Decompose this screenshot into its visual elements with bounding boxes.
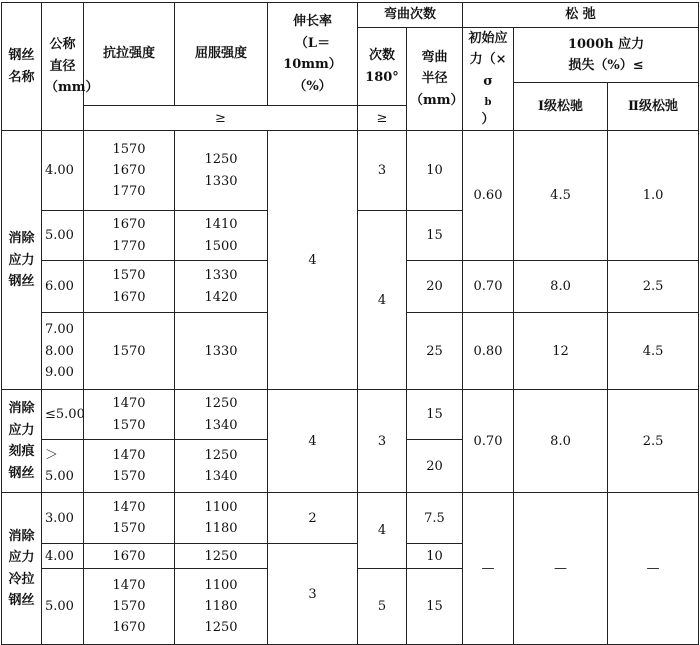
- diameter-cell: 7.00 8.00 9.00: [42, 313, 84, 390]
- group-indented-wire: 消除 应力 刻痕 钢丝: [2, 390, 42, 493]
- bend-radius-cell: 15: [407, 390, 463, 440]
- grade2-loss-cell: —: [608, 493, 699, 645]
- header-wire-name: 钢丝 名称: [2, 3, 42, 131]
- diameter-cell: 5.00: [42, 569, 84, 645]
- header-geq-strength: ≥: [84, 106, 358, 131]
- header-nominal-diameter: 公称 直径 （mm）: [42, 3, 84, 131]
- bend-radius-cell: 10: [407, 131, 463, 211]
- initial-stress-cell: 0.70: [463, 390, 514, 493]
- yield-cell: 1250 1340: [175, 440, 268, 493]
- elongation-cell: 4: [268, 131, 358, 390]
- initial-stress-cell: 0.80: [463, 313, 514, 390]
- diameter-cell: 4.00: [42, 131, 84, 211]
- header-yield-strength: 屈服强度: [175, 3, 268, 106]
- group-stress-relieved-wire: 消除 应力 钢丝: [2, 131, 42, 390]
- yield-cell: 1250: [175, 544, 268, 569]
- bend-count-cell: 4: [358, 211, 407, 390]
- diameter-cell: 4.00: [42, 544, 84, 569]
- tensile-cell: 1570: [84, 313, 175, 390]
- yield-cell: 1250 1330: [175, 131, 268, 211]
- diameter-cell: ＞5.00: [42, 440, 84, 493]
- bend-radius-cell: 20: [407, 440, 463, 493]
- bend-count-cell: 3: [358, 131, 407, 211]
- yield-cell: 1410 1500: [175, 211, 268, 261]
- grade1-loss-cell: 8.0: [514, 261, 608, 313]
- grade2-loss-cell: 2.5: [608, 261, 699, 313]
- grade1-loss-cell: —: [514, 493, 608, 645]
- header-geq-bend: ≥: [358, 106, 407, 131]
- header-relaxation: 松 弛: [463, 3, 699, 28]
- initial-stress-cell: —: [463, 493, 514, 645]
- bend-radius-cell: 20: [407, 261, 463, 313]
- grade2-loss-cell: 2.5: [608, 390, 699, 493]
- bend-radius-cell: 15: [407, 569, 463, 645]
- tensile-cell: 1470 1570: [84, 440, 175, 493]
- tensile-cell: 1570 1670: [84, 261, 175, 313]
- elongation-cell: 3: [268, 544, 358, 645]
- grade2-loss-cell: 1.0: [608, 131, 699, 261]
- initial-stress-cell: 0.60: [463, 131, 514, 261]
- grade2-loss-cell: 4.5: [608, 313, 699, 390]
- bend-radius-cell: 15: [407, 211, 463, 261]
- header-tensile-strength: 抗拉强度: [84, 3, 175, 106]
- header-loss-1000h: 1000h 应力 损失（%）≤: [514, 28, 699, 83]
- tensile-cell: 1470 1570: [84, 493, 175, 544]
- bend-count-cell: 5: [358, 569, 407, 645]
- header-elongation: 伸长率 （L＝10mm） （%）: [268, 3, 358, 106]
- header-bending-times: 弯曲次数: [358, 3, 463, 28]
- header-bend-radius: 弯曲 半径 （mm）: [407, 28, 463, 131]
- yield-cell: 1330 1420: [175, 261, 268, 313]
- yield-cell: 1250 1340: [175, 390, 268, 440]
- bend-count-cell: 3: [358, 390, 407, 493]
- yield-cell: 1100 1180: [175, 493, 268, 544]
- header-grade2: Ⅱ级松弛: [608, 83, 699, 131]
- bend-radius-cell: 25: [407, 313, 463, 390]
- tensile-cell: 1670 1770: [84, 211, 175, 261]
- bend-radius-cell: 10: [407, 544, 463, 569]
- diameter-cell: 6.00: [42, 261, 84, 313]
- yield-cell: 1100 1180 1250: [175, 569, 268, 645]
- elongation-cell: 2: [268, 493, 358, 544]
- bend-radius-cell: 7.5: [407, 493, 463, 544]
- tensile-cell: 1470 1570 1670: [84, 569, 175, 645]
- tensile-cell: 1570 1670 1770: [84, 131, 175, 211]
- diameter-cell: 5.00: [42, 211, 84, 261]
- bend-count-cell: 4: [358, 493, 407, 569]
- tensile-cell: 1670: [84, 544, 175, 569]
- diameter-cell: 3.00: [42, 493, 84, 544]
- elongation-cell: 4: [268, 390, 358, 493]
- steel-wire-spec-table: [1, 2, 699, 645]
- grade1-loss-cell: 12: [514, 313, 608, 390]
- grade1-loss-cell: 4.5: [514, 131, 608, 261]
- header-grade1: Ⅰ级松驰: [514, 83, 608, 131]
- initial-stress-cell: 0.70: [463, 261, 514, 313]
- diameter-cell: ≤5.00: [42, 390, 84, 440]
- tensile-cell: 1470 1570: [84, 390, 175, 440]
- group-cold-drawn-wire: 消除 应力 冷拉 钢丝: [2, 493, 42, 645]
- grade1-loss-cell: 8.0: [514, 390, 608, 493]
- header-bend-count: 次数 180°: [358, 28, 407, 106]
- yield-cell: 1330: [175, 313, 268, 390]
- header-initial-stress: 初始应 力（× σ b ）: [463, 28, 514, 131]
